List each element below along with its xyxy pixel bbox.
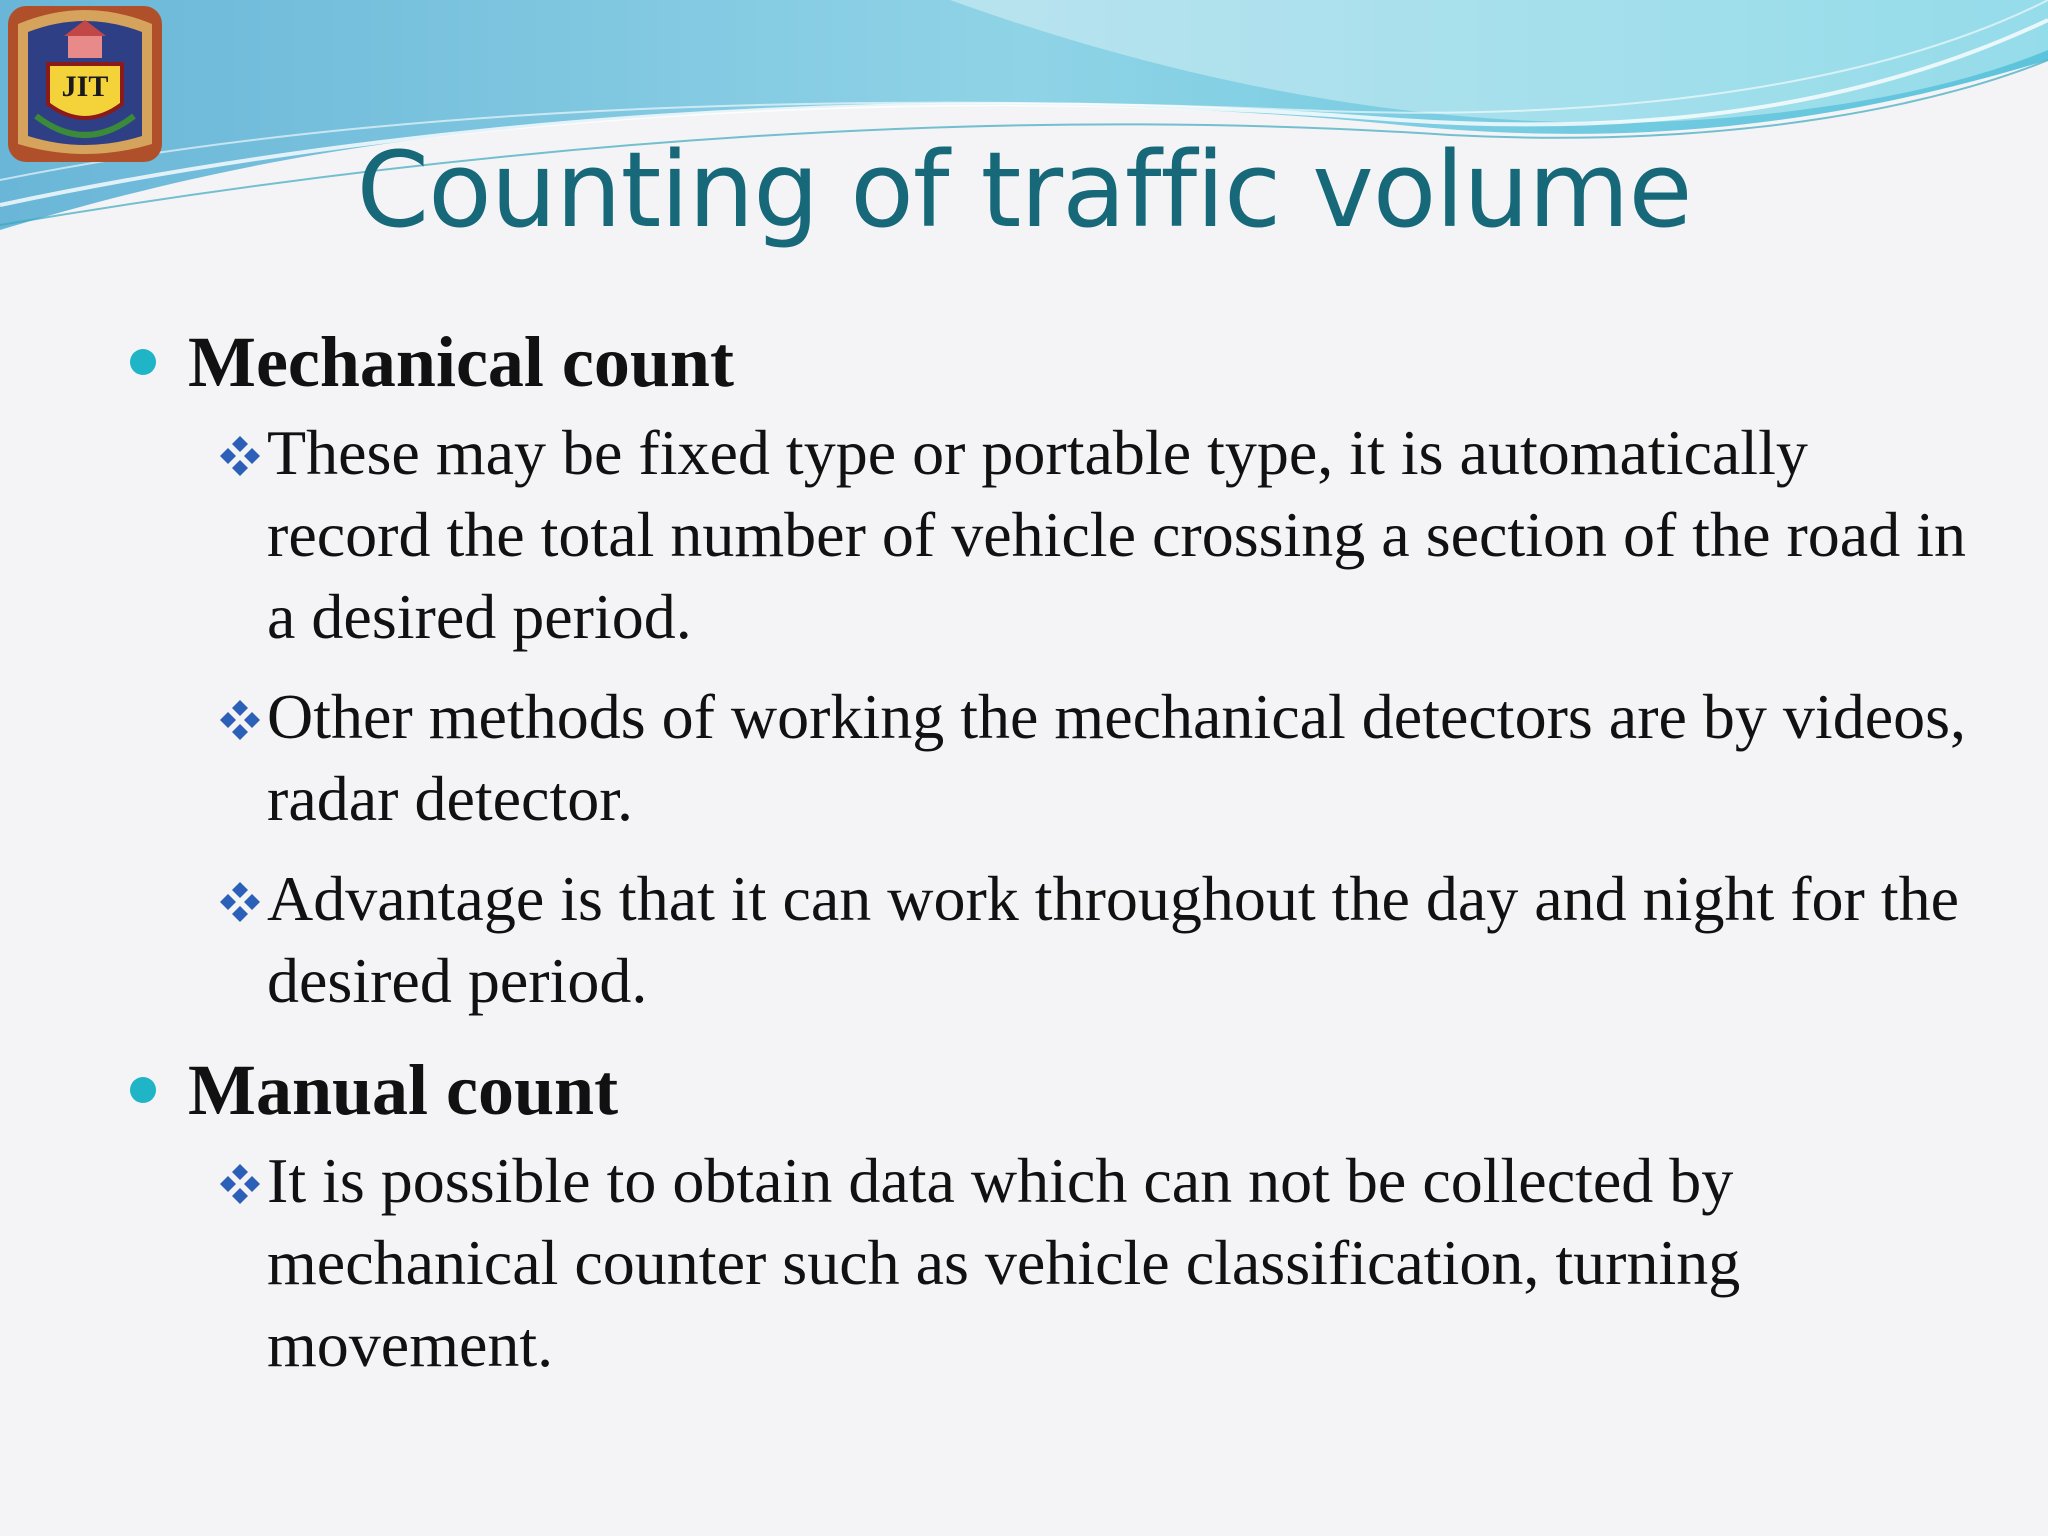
section-label: Manual count <box>188 1050 619 1130</box>
bullet-dot-icon <box>130 1077 156 1103</box>
list-item <box>130 1140 1980 1386</box>
section-mechanical-count <box>130 312 1980 1022</box>
diamond-bullet-icon <box>218 698 262 742</box>
bullet-list <box>130 1140 1980 1386</box>
slide-content <box>130 312 1980 1404</box>
list-item-text: These may be fixed type or portable type, it is automatically record the total number of vehicle crossing a section of the road in a desired period. <box>267 417 1966 652</box>
list-item <box>130 858 1980 1022</box>
list-item-text: Advantage is that it can work throughout the day and night for the desired period. <box>267 863 1960 1016</box>
slide-title: Counting of traffic volume <box>356 129 1692 251</box>
list-item-text: It is possible to obtain data which can not be collected by mechanical counter such as vehicle classification, turning movement. <box>267 1145 1741 1380</box>
diamond-bullet-icon <box>218 434 262 478</box>
bullet-list <box>130 412 1980 1022</box>
diamond-bullet-icon <box>218 1162 262 1206</box>
bullet-dot-icon <box>130 349 156 375</box>
section-heading <box>130 312 1980 412</box>
svg-text:JIT: JIT <box>61 70 109 103</box>
diamond-bullet-icon <box>218 880 262 924</box>
section-heading <box>130 1040 1980 1140</box>
list-item-text: Other methods of working the mechanical detectors are by videos, radar detector. <box>267 681 1966 834</box>
section-label: Mechanical count <box>188 322 734 402</box>
list-item <box>130 412 1980 658</box>
section-manual-count <box>130 1040 1980 1386</box>
list-item <box>130 676 1980 840</box>
